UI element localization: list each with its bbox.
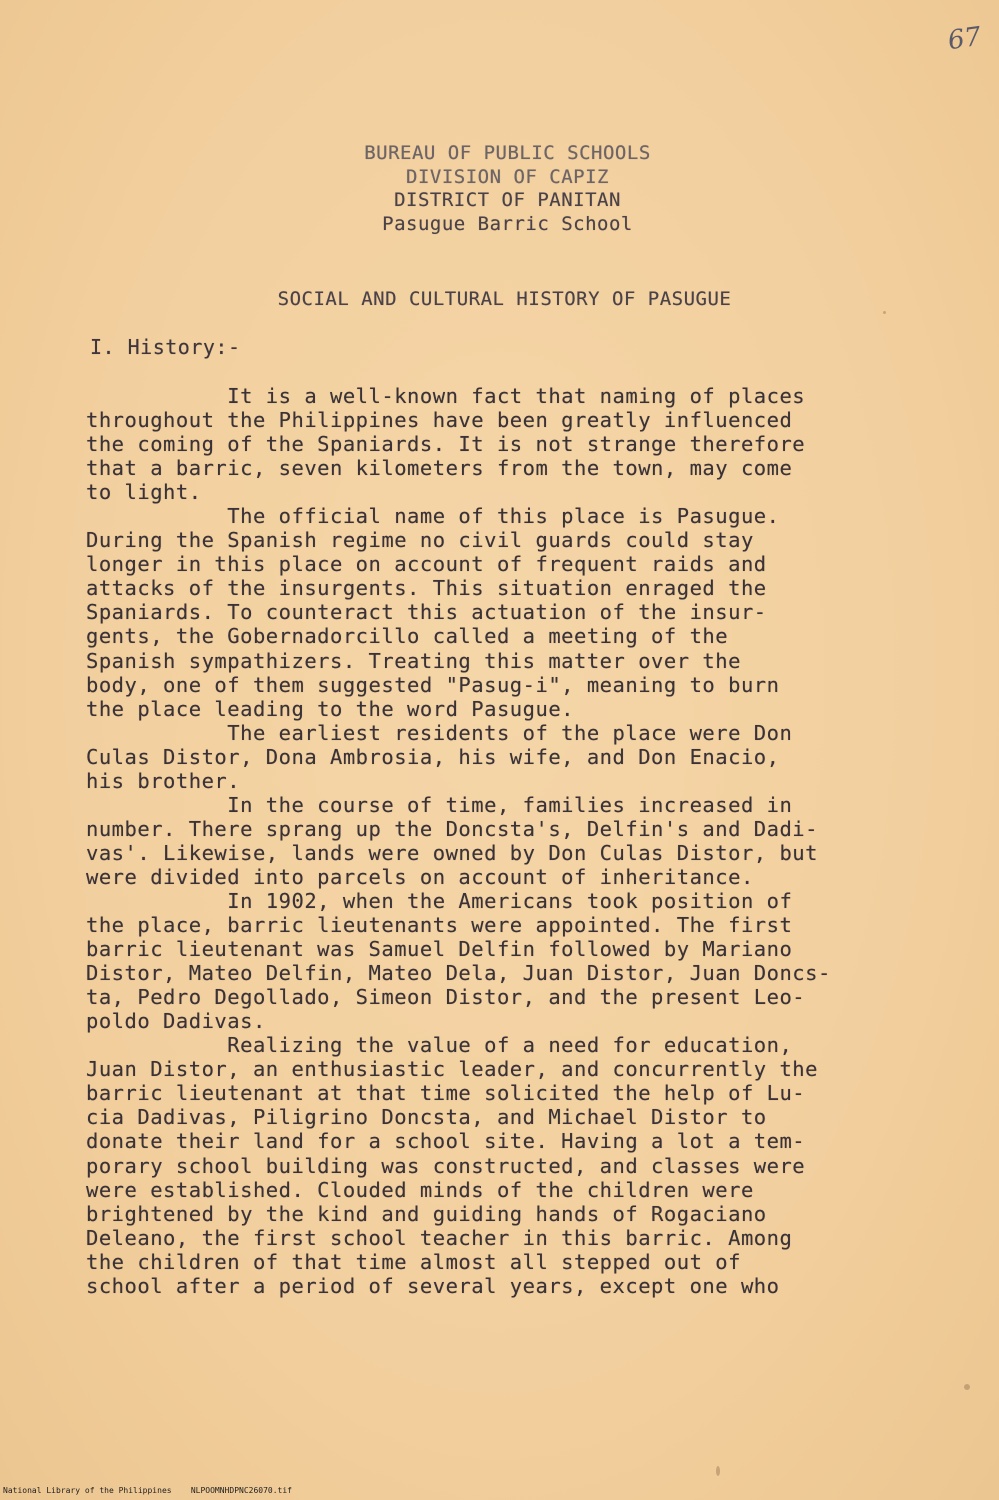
body-line: It is a well-known fact that naming of places (86, 384, 806, 408)
body-line: The official name of this place is Pasugue. (86, 504, 780, 529)
body-line: gents, the Gobernadorcillo called a meeting of the (86, 624, 729, 649)
header-district: DISTRICT OF PANITAN (394, 189, 621, 211)
body-line: Juan Distor, an enthusiastic leader, and concurrently the (86, 1057, 818, 1082)
body-line: Spanish sympathizers. Treating this matter over the (86, 648, 741, 673)
header-bureau: BUREAU OF PUBLIC SCHOOLS (364, 142, 651, 164)
body-line: brightened by the kind and guiding hands of Rogaciano (86, 1201, 767, 1226)
body-line: that a barric, seven kilometers from the town, may come (86, 456, 793, 481)
footer-library: National Library of the Philippines (3, 1486, 172, 1495)
handwritten-page-number: 67 (946, 21, 984, 57)
body-line: Spaniards. To counteract this actuation of the insur- (86, 600, 767, 625)
body-text (86, 384, 936, 1298)
body-line: barric lieutenant was Samuel Delfin followed by Mariano (86, 937, 793, 962)
body-line: to light. (86, 480, 202, 505)
paper-speck (716, 1466, 720, 1476)
body-line: Realizing the value of a need for education, (86, 1033, 793, 1058)
header-division: DIVISION OF CAPIZ (406, 165, 609, 188)
body-line: Distor, Mateo Delfin, Mateo Dela, Juan Distor, Juan Doncs- (86, 961, 831, 986)
header-school: Pasugue Barric School (382, 212, 633, 235)
body-line: porary school building was constructed, and classes were (86, 1153, 806, 1178)
body-line: Deleano, the first school teacher in this barric. Among (86, 1225, 793, 1250)
body-line: longer in this place on account of frequent raids and (86, 552, 767, 577)
body-line: were divided into parcels on account of inheritance. (86, 864, 754, 889)
body-line: In 1902, when the Americans took position of (86, 888, 793, 913)
body-line: ta, Pedro Degollado, Simeon Distor, and the present Leo- (86, 985, 806, 1010)
paper-speck (883, 311, 886, 314)
body-line: the children of that time almost all stepped out of (86, 1249, 741, 1274)
body-line: the coming of the Spaniards. It is not strange therefore (86, 432, 806, 457)
body-line: During the Spanish regime no civil guards could stay (86, 528, 754, 553)
body-line: vas'. Likewise, lands were owned by Don Culas Distor, but (86, 840, 818, 865)
body-line: the place, barric lieutenants were appointed. The first (86, 913, 793, 938)
body-line: donate their land for a school site. Having a lot a tem- (86, 1129, 806, 1154)
body-line: The earliest residents of the place were Don (86, 720, 793, 745)
body-line: barric lieutenant at that time solicited the help of Lu- (86, 1081, 806, 1106)
section-heading: I. History:- (90, 335, 241, 359)
scan-footer (3, 1486, 292, 1496)
footer-file-id: NLPOOMNHDPNC26070.tif (190, 1486, 292, 1495)
paper-speck (964, 1384, 970, 1390)
body-line: number. There sprang up the Doncsta's, Delfin's and Dadi- (86, 816, 818, 841)
body-line: poldo Dadivas. (86, 1009, 266, 1034)
body-line: cia Dadivas, Piligrino Doncsta, and Michael Distor to (86, 1105, 767, 1130)
body-line: the place leading to the word Pasugue. (86, 696, 574, 721)
body-line: In the course of time, families increased in (86, 792, 793, 817)
document-title: SOCIAL AND CULTURAL HISTORY OF PASUGUE (277, 288, 732, 310)
body-line: attacks of the insurgents. This situation enraged the (86, 576, 767, 601)
body-line: throughout the Philippines have been greatly influenced (86, 408, 793, 433)
body-line: Culas Distor, Dona Ambrosia, his wife, and Don Enacio, (86, 744, 780, 769)
document-header (0, 142, 999, 236)
body-line: his brother. (86, 768, 241, 793)
body-line: were established. Clouded minds of the children were (86, 1177, 754, 1202)
body-line: body, one of them suggested "Pasug-i", meaning to burn (86, 672, 780, 697)
body-line: school after a period of several years, except one who (86, 1273, 780, 1298)
